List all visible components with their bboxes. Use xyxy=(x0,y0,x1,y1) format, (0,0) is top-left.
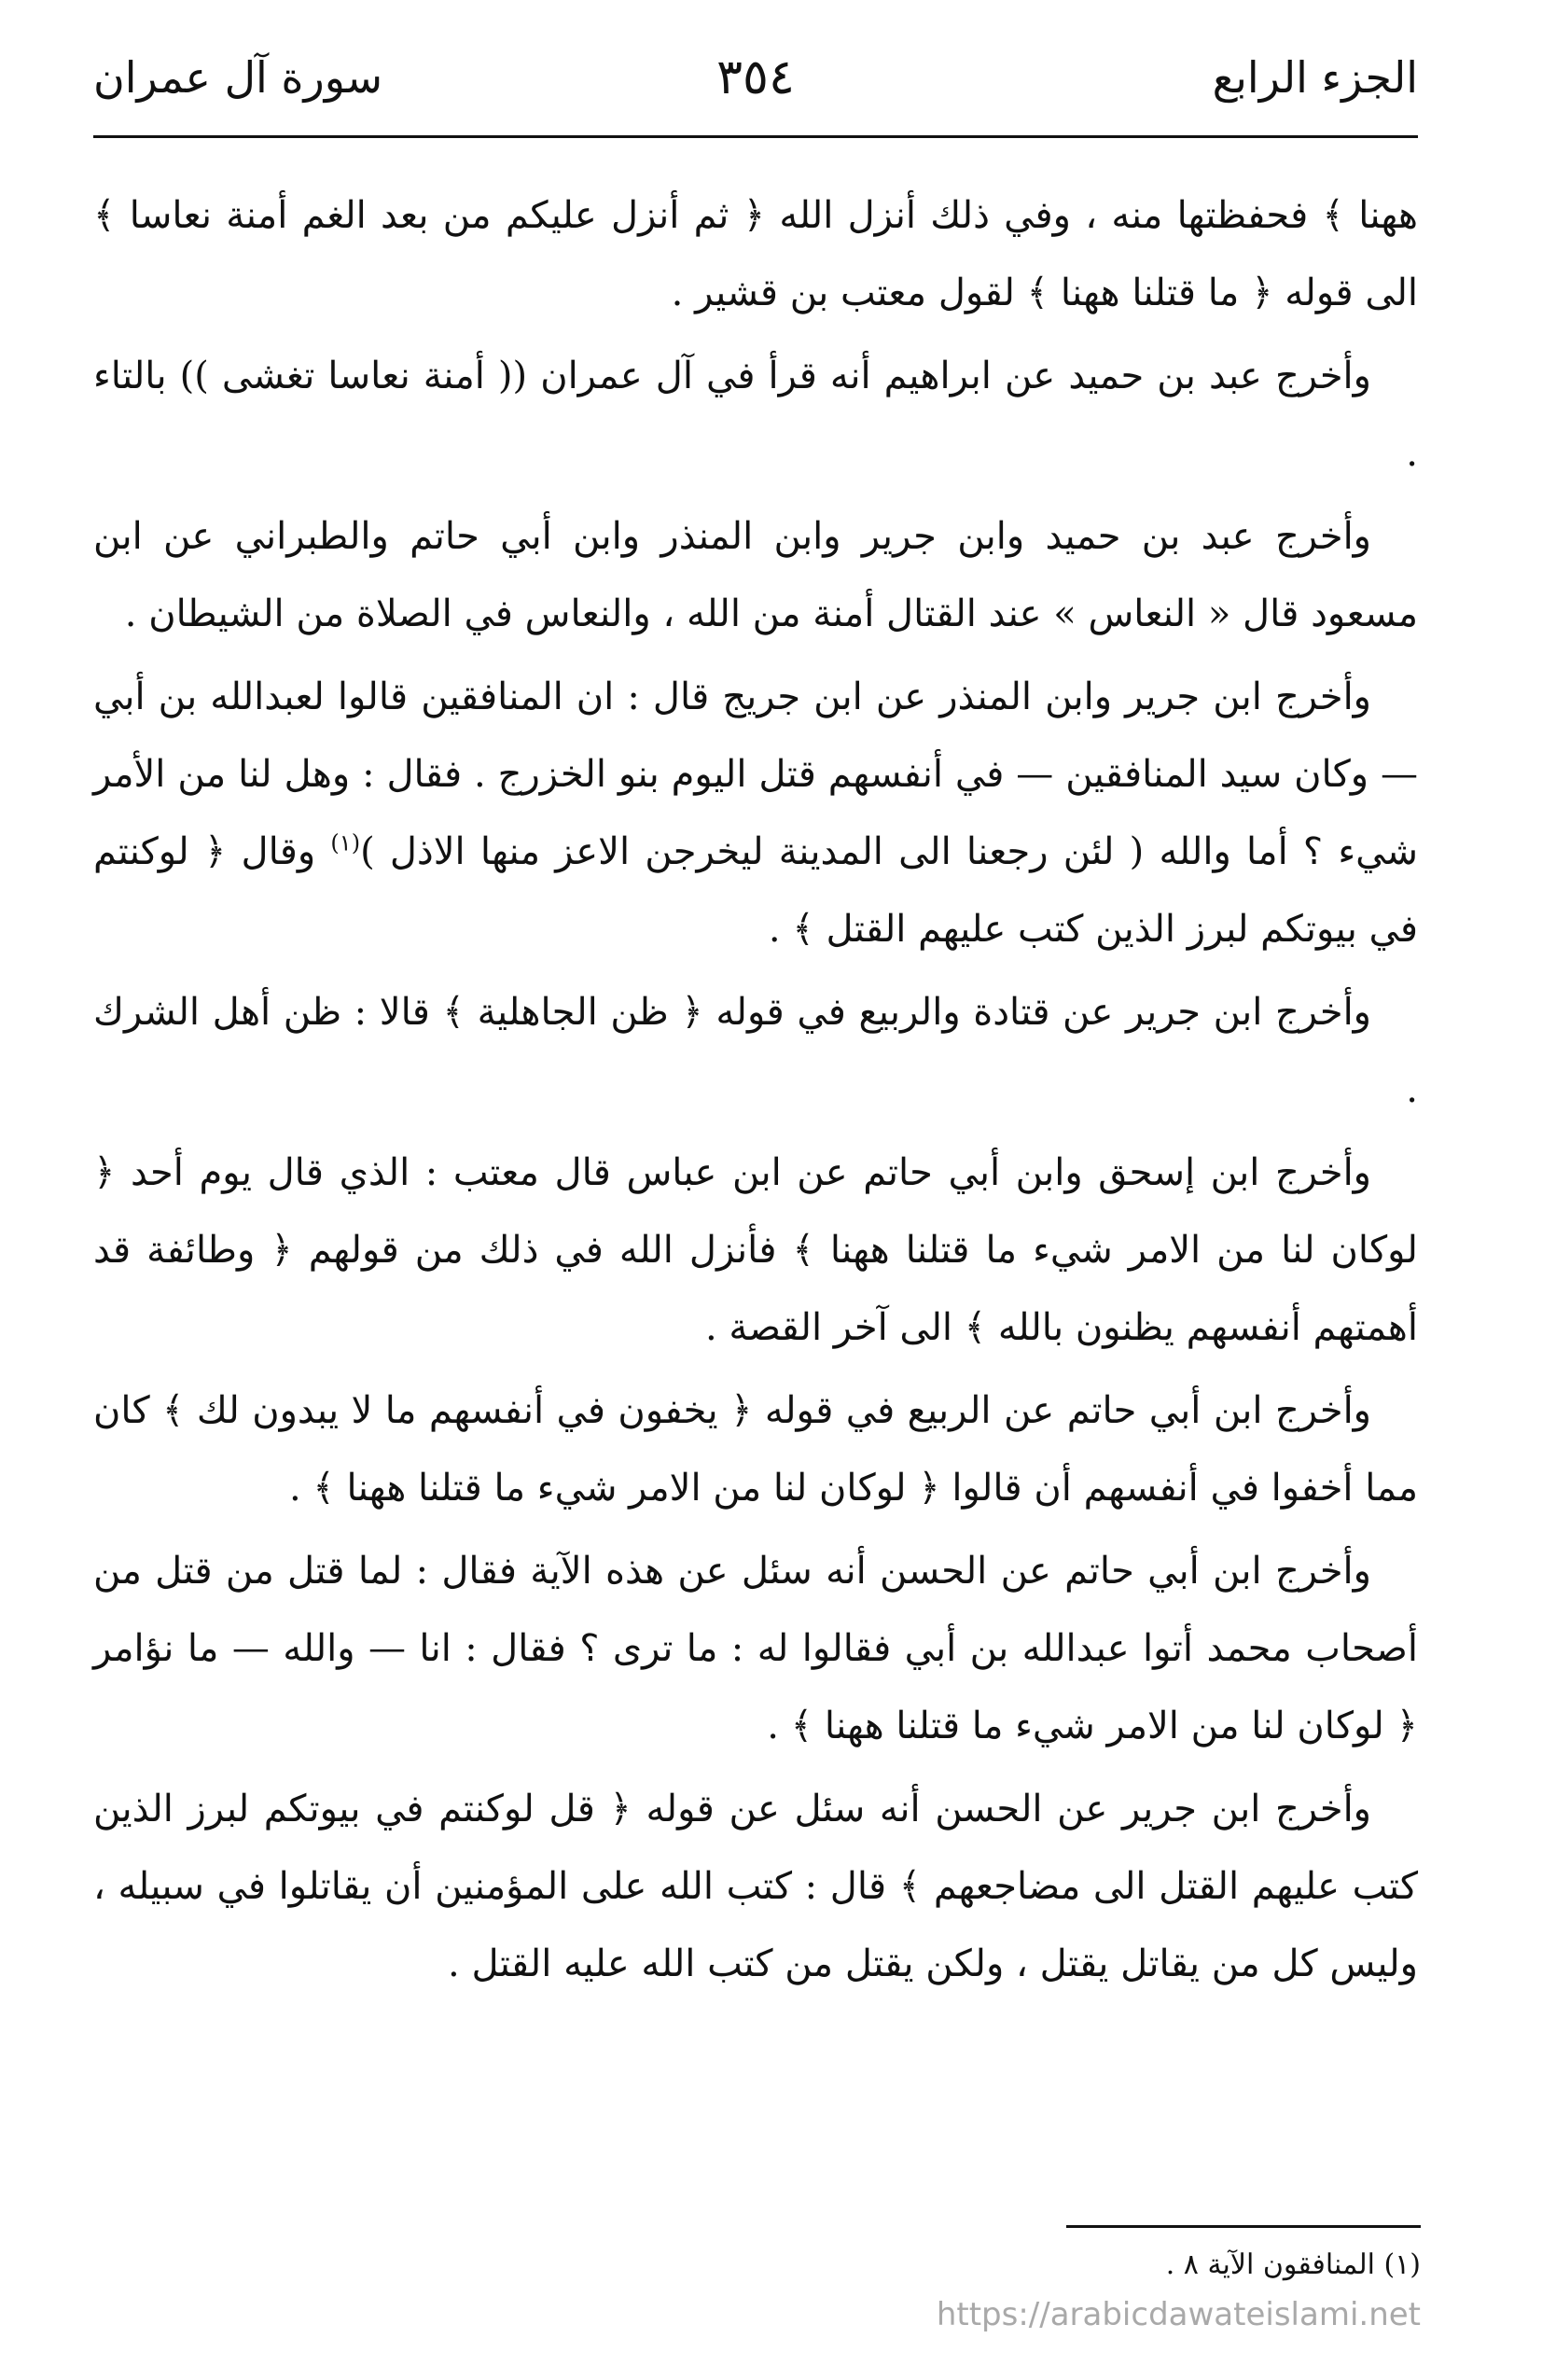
surah-title: سورة آل عمران xyxy=(93,52,383,103)
paragraph-4-text: وأخرج ابن جرير وابن المنذر عن ابن جريج قال : ان المنافقين قالوا لعبدالله بن أبي — وكان سيد المنافقين — في أنفسهم قتل اليوم بنو الخزرج . فقال : وهل لنا من الأمر شيء ؟ أما والله ( لئن رجعنا الى المدينة ليخرجن الاعز منها الاذل ) xyxy=(93,675,1419,873)
footnote-divider xyxy=(1066,2225,1421,2228)
running-header xyxy=(93,45,1418,110)
paragraph-8: وأخرج ابن أبي حاتم عن الحسن أنه سئل عن هذه الآية فقال : لما قتل من قتل من أصحاب محمد أتوا عبدالله بن أبي فقالوا له : ما ترى ؟ فقال : انا — والله — ما نؤامر ﴿ لوكان لنا من الامر شيء ما قتلنا ههنا ﴾ . xyxy=(93,1550,1418,1747)
paragraph-4 xyxy=(93,659,1418,968)
part-title: الجزء الرابع xyxy=(1212,52,1418,103)
paragraph-4-tail: وقال ﴿ لوكنتم في بيوتكم لبرز الذين كتب عليهم القتل ﴾ . xyxy=(93,830,1418,951)
watermark-url: https://arabicdawateislami.net xyxy=(936,2296,1421,2333)
paragraph-2: وأخرج عبد بن حميد عن ابراهيم أنه قرأ في آل عمران (( أمنة نعاسا تغشى )) بالتاء . xyxy=(93,355,1418,475)
footnote: (١) المنافقون الآية ٨ . xyxy=(1165,2248,1421,2281)
footnote-reference: (١) xyxy=(330,829,361,856)
paragraph-9: وأخرج ابن جرير عن الحسن أنه سئل عن قوله ﴿ قل لوكنتم في بيوتكم لبرز الذين كتب عليهم القتل الى مضاجعهم ﴾ قال : كتب الله على المؤمنين أن يقاتلوا في سبيله ، وليس كل من يقاتل يقتل ، ولكن يقتل من كتب الله عليه القتل . xyxy=(93,1788,1418,1985)
paragraph-3: وأخرج عبد بن حميد وابن جرير وابن المنذر وابن أبي حاتم والطبراني عن ابن مسعود قال « النعاس » عند القتال أمنة من الله ، والنعاس في الصلاة من الشيطان . xyxy=(93,515,1418,635)
paragraph-7: وأخرج ابن أبي حاتم عن الربيع في قوله ﴿ يخفون في أنفسهم ما لا يبدون لك ﴾ كان مما أخفوا في أنفسهم أن قالوا ﴿ لوكان لنا من الامر شيء ما قتلنا ههنا ﴾ . xyxy=(93,1389,1418,1510)
paragraph-5: وأخرج ابن جرير عن قتادة والربيع في قوله ﴿ ظن الجاهلية ﴾ قالا : ظن أهل الشرك . xyxy=(93,991,1418,1111)
paragraph-1: ههنا ﴾ فحفظتها منه ، وفي ذلك أنزل الله ﴿ ثم أنزل عليكم من بعد الغم أمنة نعاسا ﴾ الى قوله ﴿ ما قتلنا ههنا ﴾ لقول معتب بن قشير . xyxy=(93,194,1418,314)
paragraph-6: وأخرج ابن إسحق وابن أبي حاتم عن ابن عباس قال معتب : الذي قال يوم أحد ﴿ لوكان لنا من الامر شيء ما قتلنا ههنا ﴾ فأنزل الله في ذلك من قولهم ﴿ وطائفة قد أهمتهم أنفسهم يظنون بالله ﴾ الى آخر القصة . xyxy=(93,1151,1418,1349)
header-divider xyxy=(93,135,1418,138)
main-text xyxy=(93,177,1418,2009)
page-number: ٣٥٤ xyxy=(716,49,795,105)
